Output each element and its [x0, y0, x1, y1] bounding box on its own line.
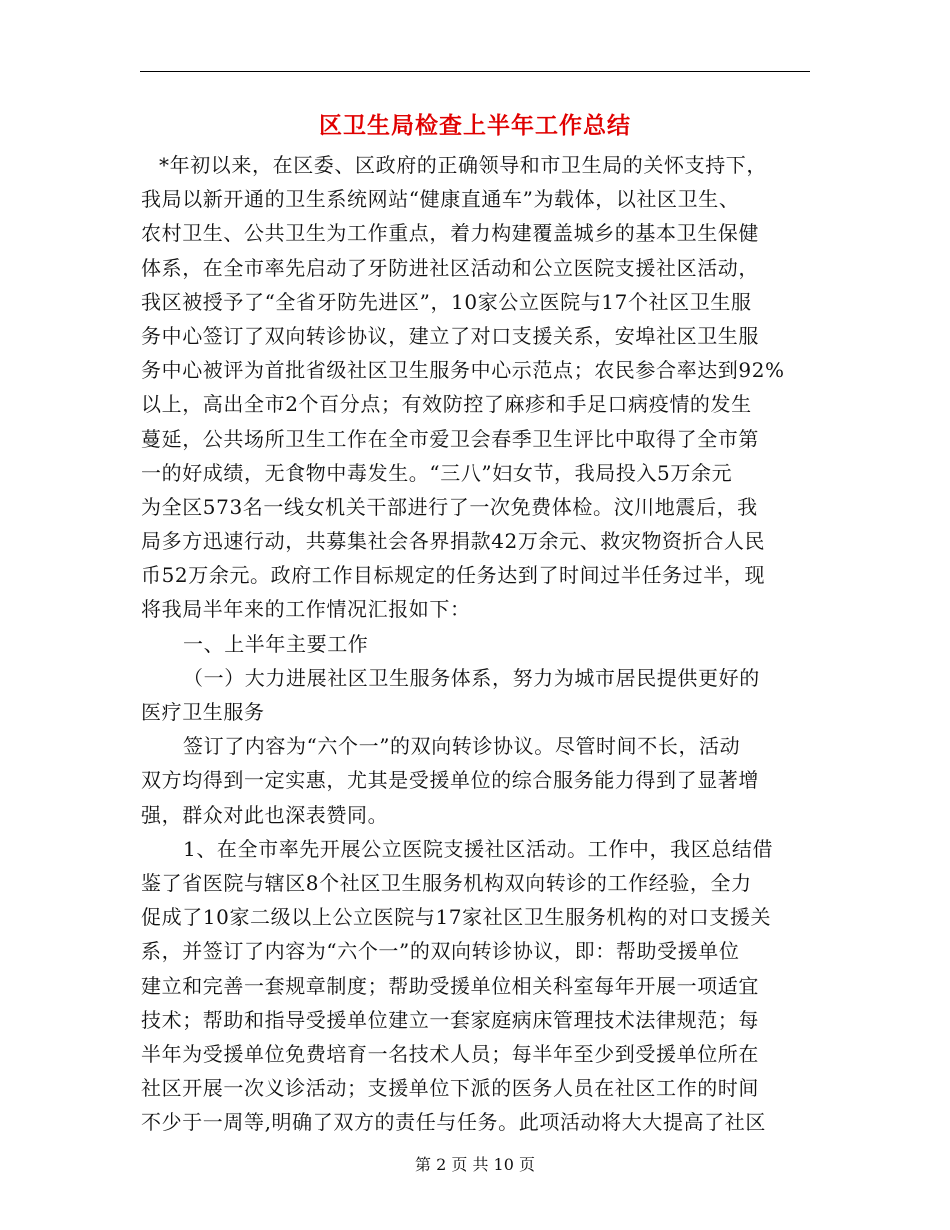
document-title: 区卫生局检查上半年工作总结: [319, 112, 631, 139]
text-line: 系，并签订了内容为“六个一”的双向转诊协议，即：帮助受援单位: [141, 939, 740, 964]
text-line: 社区开展一次义诊活动；支援单位下派的医务人员在社区工作的时间: [141, 1076, 759, 1101]
text-line: 不少于一周等,明确了双方的责任与任务。此项活动将大大提高了社区: [141, 1110, 766, 1135]
text-line: 局多方迅速行动，共募集社会各界捐款42万余元、救灾物资折合人民: [141, 529, 766, 554]
section-heading: 一、上半年主要工作: [183, 631, 369, 656]
text-line: 体系，在全市率先启动了牙防进社区活动和公立医院支援社区活动，: [141, 255, 759, 280]
page-number-footer: 第 2 页 共 10 页: [415, 1155, 535, 1174]
text-line: 鉴了省医院与辖区8个社区卫生服务机构双向转诊的工作经验，全力: [141, 870, 752, 895]
text-line: 为全区573名一线女机关干部进行了一次免费体检。汶川地震后，我: [141, 494, 758, 519]
text-line: 我局以新开通的卫生系统网站“健康直通车”为载体，以社区卫生、: [141, 187, 740, 212]
text-line: 币52万余元。政府工作目标规定的任务达到了时间过半任务过半，现: [141, 563, 766, 588]
text-line: 一的好成绩，无食物中毒发生。“三八”妇女节，我局投入5万余元: [141, 460, 733, 485]
text-line: 务中心签订了双向转诊协议，建立了对口支援关系，安埠社区卫生服: [141, 323, 759, 348]
text-line: *年初以来，在区委、区政府的正确领导和市卫生局的关怀支持下，: [159, 153, 767, 177]
text-line: 蔓延，公共场所卫生工作在全市爱卫会春季卫生评比中取得了全市第: [141, 426, 759, 451]
subsection-heading: （一）大力进展社区卫生服务体系，努力为城市居民提供更好的: [183, 665, 760, 690]
text-line: 强，群众对此也深表赞同。: [141, 802, 389, 827]
text-line: 双方均得到一定实惠，尤其是受援单位的综合服务能力得到了显著增: [141, 768, 759, 793]
text-line: 半年为受援单位免费培育一名技术人员；每半年至少到受援单位所在: [141, 1041, 759, 1066]
text-line: 技术；帮助和指导受援单位建立一套家庭病床管理技术法律规范；每: [141, 1007, 759, 1032]
text-line: 以上，高出全市2个百分点；有效防控了麻疹和手足口病疫情的发生: [141, 392, 752, 417]
text-line: 将我局半年来的工作情况汇报如下：: [141, 597, 471, 622]
text-line: 我区被授予了“全省牙防先进区”，10家公立医院与17个社区卫生服: [141, 289, 752, 314]
subsection-heading-cont: 医疗卫生服务: [141, 700, 265, 724]
text-line: 农村卫生、公共卫生为工作重点，着力构建覆盖城乡的基本卫生保健: [141, 221, 759, 246]
header-rule: [140, 71, 810, 72]
text-line: 促成了10家二级以上公立医院与17家社区卫生服务机构的对口支援关: [141, 905, 772, 930]
text-line: 1、在全市率先开展公立医院支援社区活动。工作中，我区总结借: [183, 836, 774, 861]
document-body: [141, 148, 813, 1139]
text-line: 建立和完善一套规章制度；帮助受援单位相关科室每年开展一项适宜: [141, 973, 759, 998]
text-line: 务中心被评为首批省级社区卫生服务中心示范点；农民参合率达到92%: [141, 358, 785, 383]
text-line: 签订了内容为“六个一”的双向转诊协议。尽管时间不长，活动: [183, 734, 741, 759]
